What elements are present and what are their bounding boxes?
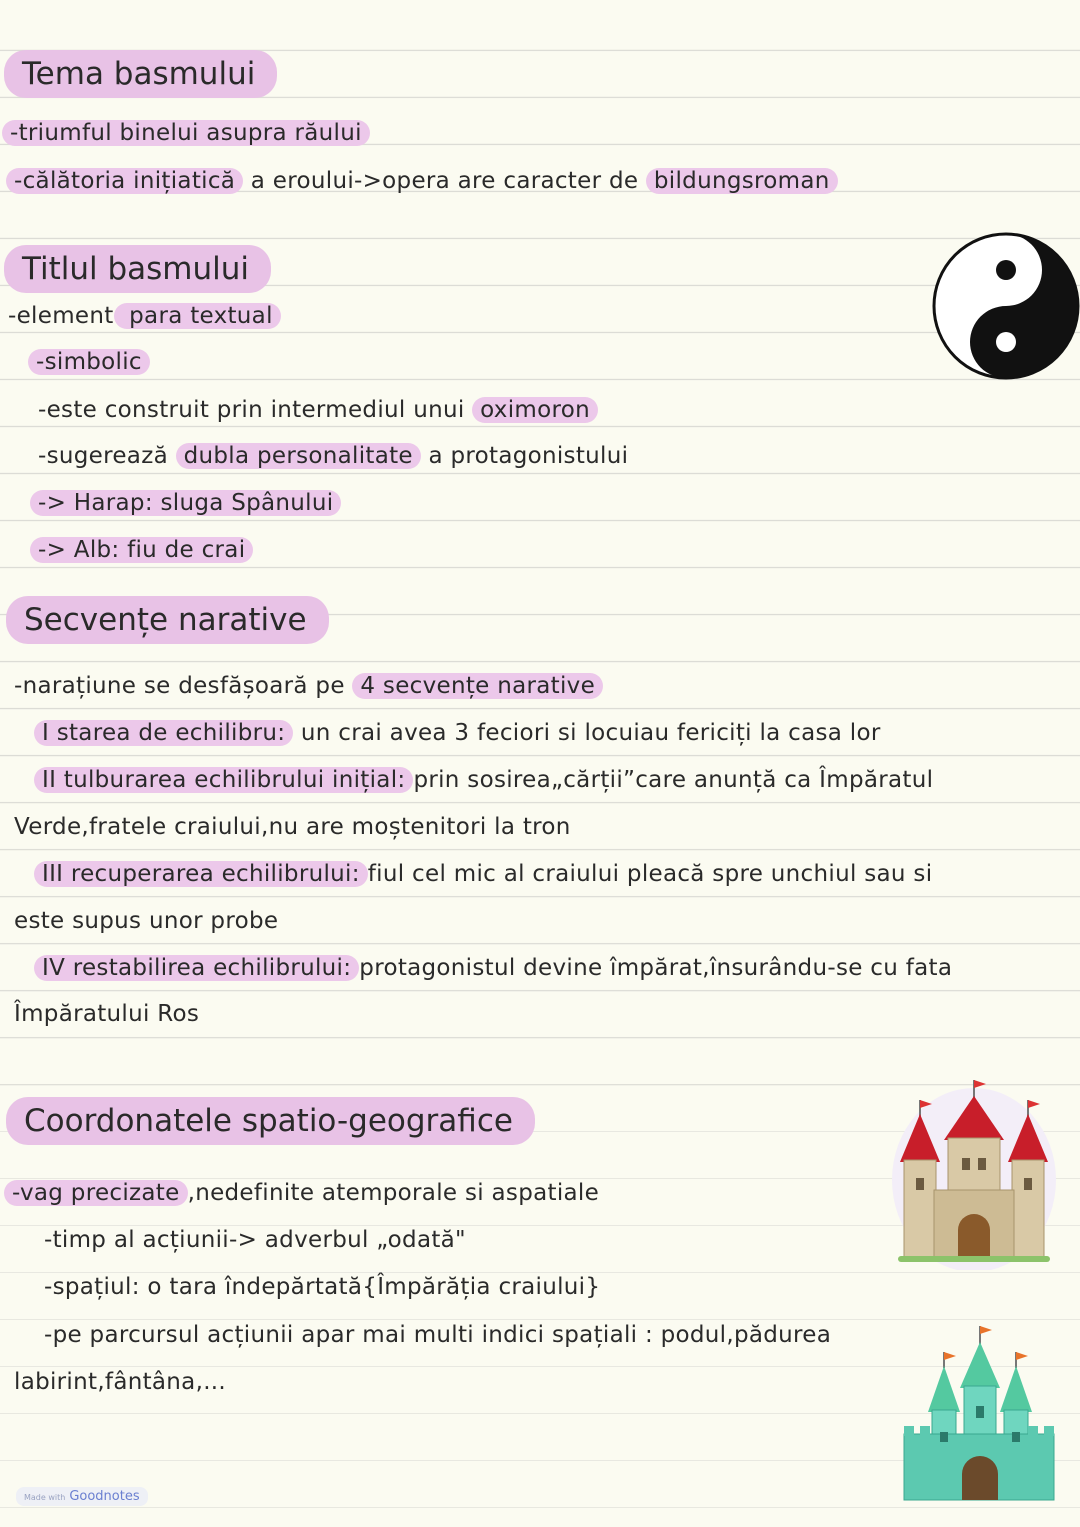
goodnotes-badge: Made with Goodnotes: [16, 1487, 148, 1506]
secvente-line-3: II tulburarea echilibrului inițial: prin sosirea„cărții”care anunță ca Împăratul: [34, 765, 933, 795]
titlul-line-5: -> Harap: sluga Spânului: [30, 488, 341, 518]
heading-secvente: Secvențe narative: [6, 596, 329, 644]
titlul-line-6: -> Alb: fiu de crai: [30, 535, 253, 565]
secvente-line-2: I starea de echilibru: un crai avea 3 feciori si locuiau fericiți la casa lor: [34, 718, 881, 748]
tema-line-1: -triumful binelui asupra răului: [2, 118, 370, 148]
heading-coordonate: Coordonatele spatio-geografice: [6, 1097, 535, 1145]
secvente-line-6: este supus unor probe: [14, 908, 279, 934]
heading-tema: Tema basmului: [4, 50, 277, 98]
coordonate-line-3: -spațiul: o tara îndepărtată{Împărăția craiului}: [44, 1274, 601, 1300]
tema-line-2: -călătoria inițiatică a eroului->opera are caracter de bildungsroman: [6, 166, 838, 196]
titlul-line-3: -este construit prin intermediul unui oximoron: [38, 395, 598, 425]
heading-titlul: Titlul basmului: [4, 245, 271, 293]
secvente-line-5: III recuperarea echilibrului: fiul cel mic al craiului pleacă spre unchiul sau si: [34, 859, 932, 889]
titlul-line-1: -element para textual: [8, 301, 281, 331]
secvente-line-7: IV restabilirea echilibrului: protagonistul devine împărat,însurându-se cu fata: [34, 953, 952, 983]
secvente-line-4: Verde,fratele craiului,nu are moștenitori la tron: [14, 814, 571, 840]
coordonate-line-4: -pe parcursul acțiunii apar mai multi indici spațiali : podul,pădurea: [44, 1322, 832, 1348]
yin-yang-icon: [932, 232, 1080, 380]
titlul-line-4: -sugerează dubla personalitate a protagonistului: [38, 443, 629, 469]
secvente-line-1: -narațiune se desfășoară pe 4 secvențe narative: [14, 671, 603, 701]
red-castle-icon: [890, 1070, 1058, 1270]
green-castle-icon: [898, 1322, 1060, 1506]
secvente-line-8: Împăratului Ros: [14, 1001, 200, 1027]
titlul-line-2: -simbolic: [28, 347, 150, 377]
coordonate-line-5: labirint,fântâna,...: [14, 1369, 227, 1395]
coordonate-line-2: -timp al acțiunii-> adverbul „odată": [44, 1227, 466, 1253]
coordonate-line-1: -vag precizate ,nedefinite atemporale si aspatiale: [4, 1178, 599, 1208]
